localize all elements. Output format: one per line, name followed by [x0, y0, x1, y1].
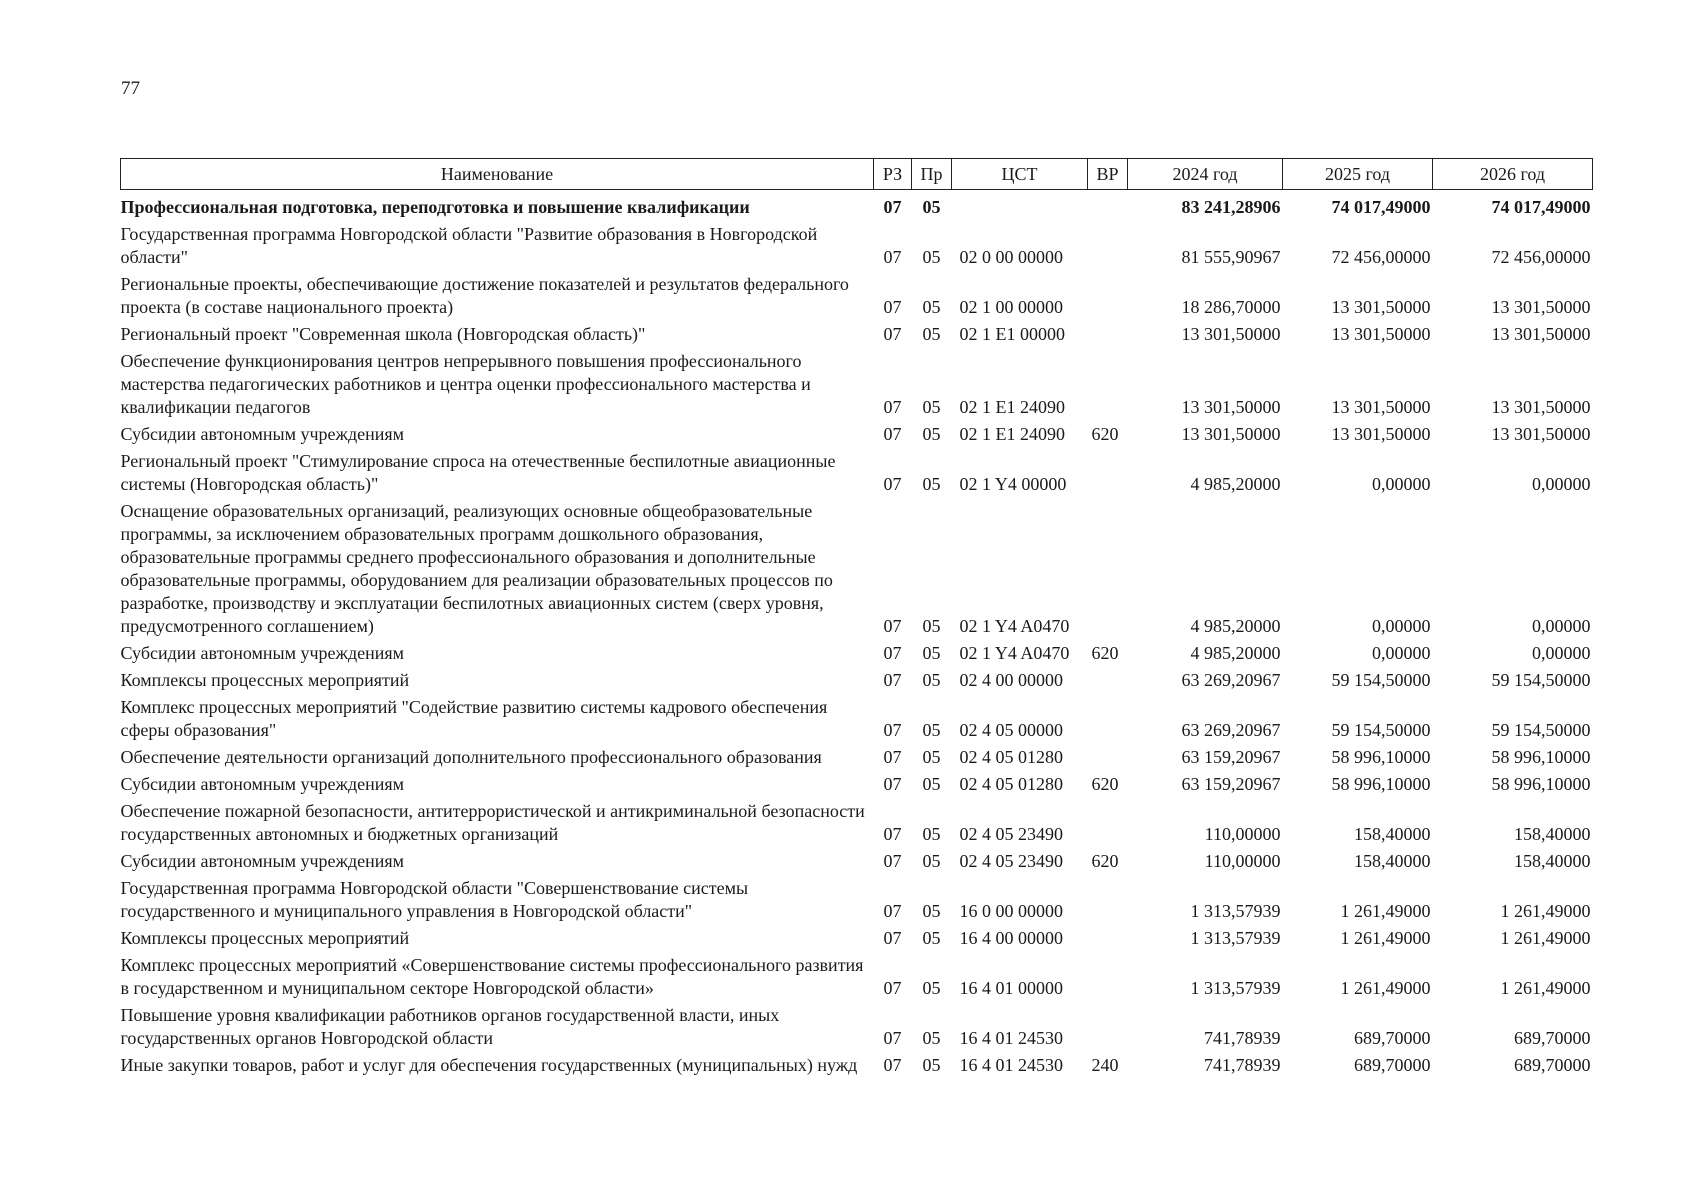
row-cst-cell: 02 4 05 01280 — [959, 774, 1063, 794]
row-vr-cell: 240 — [1091, 1055, 1119, 1075]
row-cst-cell: 02 1 Y4 00000 — [959, 474, 1067, 494]
table-row — [121, 798, 1593, 848]
row-pr-cell: 05 — [922, 247, 941, 267]
row-rz-cell: 07 — [883, 474, 902, 494]
row-rz-cell: 07 — [883, 824, 902, 844]
row-pr-cell: 05 — [922, 324, 941, 344]
row-2024-cell: 63 269,20967 — [1181, 720, 1281, 740]
row-2025-cell: 13 301,50000 — [1331, 397, 1431, 417]
row-cst-cell: 02 4 05 00000 — [959, 720, 1063, 740]
header-rz: РЗ — [874, 159, 912, 190]
table-row — [121, 667, 1593, 694]
row-vr-cell — [1088, 190, 1128, 222]
row-2025-cell: 13 301,50000 — [1331, 424, 1431, 444]
row-name-cell: Оснащение образовательных организаций, реализующих основные общеобразовательные программы, за исключением образовательных программ дошкольного образования, образовательные программы среднего профессионального образования и дополнительные образовательные программы, оборудованием для реализации образовательных процессов по разработке, производству и эксплуатации беспилотных авиационных систем (сверх уровня, предусмотренного соглашением) — [120, 501, 833, 636]
row-2026-cell: 59 154,50000 — [1491, 720, 1591, 740]
row-vr-cell — [1088, 271, 1128, 321]
row-2025-cell: 0,00000 — [1372, 616, 1431, 636]
row-name-cell: Региональный проект "Современная школа (Новгородская область)" — [120, 324, 646, 344]
row-pr-cell: 05 — [922, 643, 941, 663]
row-2024-cell: 110,00000 — [1204, 824, 1281, 844]
row-pr-cell: 05 — [922, 851, 941, 871]
row-2026-cell: 13 301,50000 — [1491, 397, 1591, 417]
table-body — [121, 190, 1593, 1080]
row-pr-cell: 05 — [922, 928, 941, 948]
row-2026-cell: 0,00000 — [1532, 643, 1591, 663]
row-vr-cell — [1088, 348, 1128, 421]
row-2026-cell: 689,70000 — [1514, 1055, 1591, 1075]
table-row — [121, 744, 1593, 771]
row-2024-cell: 18 286,70000 — [1181, 297, 1281, 317]
row-2026-cell: 158,40000 — [1514, 851, 1591, 871]
row-2025-cell: 58 996,10000 — [1331, 747, 1431, 767]
header-vr: ВР — [1088, 159, 1128, 190]
table-row — [121, 694, 1593, 744]
row-2024-cell: 13 301,50000 — [1181, 324, 1281, 344]
row-rz-cell: 07 — [883, 643, 902, 663]
row-name-cell: Обеспечение пожарной безопасности, антитеррористической и антикриминальной безопасности государственных автономных и бюджетных организаций — [120, 801, 865, 844]
row-vr-cell — [1088, 744, 1128, 771]
row-vr-cell: 620 — [1091, 774, 1119, 794]
row-cst-cell: 16 4 00 00000 — [959, 928, 1063, 948]
row-rz-cell: 07 — [883, 297, 902, 317]
row-2026-cell: 0,00000 — [1532, 616, 1591, 636]
row-pr-cell: 05 — [922, 901, 941, 921]
row-cst-cell: 02 4 05 23490 — [959, 824, 1063, 844]
row-pr-cell: 05 — [922, 747, 941, 767]
row-2025-cell: 58 996,10000 — [1331, 774, 1431, 794]
row-2024-cell: 741,78939 — [1204, 1028, 1281, 1048]
row-pr-cell: 05 — [922, 824, 941, 844]
row-2026-cell: 13 301,50000 — [1491, 424, 1591, 444]
row-2024-cell: 13 301,50000 — [1181, 397, 1281, 417]
header-cst: ЦСТ — [952, 159, 1088, 190]
row-vr-cell — [1088, 875, 1128, 925]
table-row — [121, 875, 1593, 925]
row-2025-cell: 0,00000 — [1372, 643, 1431, 663]
row-2024-cell: 63 269,20967 — [1181, 670, 1281, 690]
row-name-cell: Субсидии автономным учреждениям — [120, 774, 405, 794]
row-vr-cell — [1088, 694, 1128, 744]
row-pr-cell: 05 — [922, 424, 941, 444]
row-rz-cell: 07 — [883, 1028, 902, 1048]
row-2026-cell: 59 154,50000 — [1491, 670, 1591, 690]
budget-table — [120, 158, 1593, 1079]
row-rz-cell: 07 — [883, 774, 902, 794]
row-pr-cell: 05 — [922, 774, 941, 794]
row-rz-cell: 07 — [883, 247, 902, 267]
row-vr-cell — [1088, 221, 1128, 271]
row-name-cell: Профессиональная подготовка, переподготовка и повышение квалификации — [120, 197, 750, 217]
row-name-cell: Комплекс процессных мероприятий «Совершенствование системы профессионального развития в государственном и муниципальном секторе Новгородской области» — [120, 955, 864, 998]
row-2025-cell: 59 154,50000 — [1331, 670, 1431, 690]
row-pr-cell: 05 — [922, 397, 941, 417]
row-2024-cell: 81 555,90967 — [1181, 247, 1281, 267]
row-2025-cell: 1 261,49000 — [1340, 928, 1431, 948]
row-cst-cell: 02 4 05 23490 — [959, 851, 1063, 871]
row-2025-cell: 1 261,49000 — [1340, 901, 1431, 921]
table-row — [121, 1002, 1593, 1052]
row-rz-cell: 07 — [883, 1055, 902, 1075]
table-header-row — [121, 159, 1593, 190]
row-vr-cell — [1088, 798, 1128, 848]
row-name-cell: Обеспечение функционирования центров непрерывного повышения профессионального мастерства педагогических работников и центра оценки профессионального мастерства и квалификации педагогов — [120, 351, 811, 417]
row-2026-cell: 1 261,49000 — [1500, 978, 1591, 998]
table-row — [121, 848, 1593, 875]
row-name-cell: Государственная программа Новгородской области "Совершенствование системы государственного и муниципального управления в Новгородской области" — [120, 878, 749, 921]
table-row — [121, 640, 1593, 667]
row-2026-cell: 0,00000 — [1532, 474, 1591, 494]
row-cst-cell: 02 4 05 01280 — [959, 747, 1063, 767]
row-name-cell: Субсидии автономным учреждениям — [120, 851, 405, 871]
row-pr-cell: 05 — [922, 720, 941, 740]
row-2026-cell: 58 996,10000 — [1491, 747, 1591, 767]
row-cst-cell: 16 4 01 24530 — [959, 1055, 1063, 1075]
row-2025-cell: 72 456,00000 — [1331, 247, 1431, 267]
row-rz-cell: 07 — [883, 197, 902, 217]
row-2026-cell: 13 301,50000 — [1491, 297, 1591, 317]
row-cst-cell: 02 1 Y4 A0470 — [959, 616, 1070, 636]
row-2025-cell: 1 261,49000 — [1340, 978, 1431, 998]
row-2024-cell: 110,00000 — [1204, 851, 1281, 871]
row-2026-cell: 13 301,50000 — [1491, 324, 1591, 344]
row-rz-cell: 07 — [883, 901, 902, 921]
row-2024-cell: 1 313,57939 — [1190, 901, 1281, 921]
row-vr-cell: 620 — [1091, 424, 1119, 444]
row-cst-cell: 02 4 00 00000 — [959, 670, 1063, 690]
row-pr-cell: 05 — [922, 616, 941, 636]
row-2024-cell: 1 313,57939 — [1190, 978, 1281, 998]
row-cst-cell: 02 1 00 00000 — [959, 297, 1063, 317]
header-name: Наименование — [121, 159, 874, 190]
row-2025-cell: 689,70000 — [1354, 1055, 1431, 1075]
row-2024-cell: 741,78939 — [1204, 1055, 1281, 1075]
row-vr-cell: 620 — [1091, 643, 1119, 663]
row-2025-cell: 689,70000 — [1354, 1028, 1431, 1048]
row-pr-cell: 05 — [922, 474, 941, 494]
row-vr-cell — [1088, 498, 1128, 640]
header-2025: 2025 год — [1283, 159, 1433, 190]
header-2026: 2026 год — [1433, 159, 1593, 190]
row-pr-cell: 05 — [922, 197, 941, 217]
header-2024: 2024 год — [1128, 159, 1283, 190]
row-2026-cell: 72 456,00000 — [1491, 247, 1591, 267]
row-vr-cell — [1088, 321, 1128, 348]
row-vr-cell — [1088, 925, 1128, 952]
row-name-cell: Комплексы процессных мероприятий — [120, 928, 410, 948]
row-2024-cell: 1 313,57939 — [1190, 928, 1281, 948]
row-cst-cell: 02 1 Y4 A0470 — [959, 643, 1070, 663]
row-cst-cell — [952, 190, 1088, 222]
row-pr-cell: 05 — [922, 978, 941, 998]
row-cst-cell: 02 1 E1 24090 — [959, 424, 1065, 444]
row-vr-cell — [1088, 952, 1128, 1002]
header-pr: Пр — [912, 159, 952, 190]
table-row — [121, 1052, 1593, 1079]
row-cst-cell: 02 1 E1 00000 — [959, 324, 1065, 344]
row-2025-cell: 59 154,50000 — [1331, 720, 1431, 740]
row-name-cell: Обеспечение деятельности организаций дополнительного профессионального образования — [120, 747, 822, 767]
row-rz-cell: 07 — [883, 720, 902, 740]
row-2025-cell: 158,40000 — [1354, 824, 1431, 844]
row-2024-cell: 4 985,20000 — [1190, 643, 1281, 663]
table-row — [121, 348, 1593, 421]
table-row — [121, 190, 1593, 222]
row-name-cell: Комплексы процессных мероприятий — [120, 670, 410, 690]
row-rz-cell: 07 — [883, 928, 902, 948]
row-name-cell: Государственная программа Новгородской области "Развитие образования в Новгородской области" — [120, 224, 818, 267]
row-2024-cell: 63 159,20967 — [1181, 774, 1281, 794]
table-row — [121, 771, 1593, 798]
row-2026-cell: 1 261,49000 — [1500, 928, 1591, 948]
row-rz-cell: 07 — [883, 324, 902, 344]
row-name-cell: Субсидии автономным учреждениям — [120, 643, 405, 663]
row-rz-cell: 07 — [883, 397, 902, 417]
table-row — [121, 498, 1593, 640]
table-row — [121, 925, 1593, 952]
row-2025-cell: 74 017,49000 — [1331, 197, 1431, 217]
row-2024-cell: 13 301,50000 — [1181, 424, 1281, 444]
row-pr-cell: 05 — [922, 297, 941, 317]
row-name-cell: Повышение уровня квалификации работников органов государственной власти, иных государственных органов Новгородской области — [120, 1005, 780, 1048]
row-vr-cell — [1088, 448, 1128, 498]
table-row — [121, 271, 1593, 321]
row-name-cell: Субсидии автономным учреждениям — [120, 424, 405, 444]
row-2024-cell: 83 241,28906 — [1181, 197, 1281, 217]
row-vr-cell: 620 — [1091, 851, 1119, 871]
row-rz-cell: 07 — [883, 670, 902, 690]
row-cst-cell: 16 4 01 00000 — [959, 978, 1063, 998]
row-2026-cell: 58 996,10000 — [1491, 774, 1591, 794]
row-rz-cell: 07 — [883, 616, 902, 636]
row-2025-cell: 158,40000 — [1354, 851, 1431, 871]
row-2026-cell: 158,40000 — [1514, 824, 1591, 844]
table-row — [121, 952, 1593, 1002]
row-2025-cell: 0,00000 — [1372, 474, 1431, 494]
row-name-cell: Региональные проекты, обеспечивающие достижение показателей и результатов федерального проекта (в составе национального проекта) — [120, 274, 849, 317]
row-cst-cell: 16 0 00 00000 — [959, 901, 1063, 921]
row-cst-cell: 02 1 E1 24090 — [959, 397, 1065, 417]
row-vr-cell — [1088, 1002, 1128, 1052]
row-2024-cell: 4 985,20000 — [1190, 616, 1281, 636]
row-name-cell: Региональный проект "Стимулирование спроса на отечественные беспилотные авиационные системы (Новгородская область)" — [120, 451, 836, 494]
row-pr-cell: 05 — [922, 1055, 941, 1075]
row-2025-cell: 13 301,50000 — [1331, 324, 1431, 344]
row-rz-cell: 07 — [883, 747, 902, 767]
row-rz-cell: 07 — [883, 978, 902, 998]
row-rz-cell: 07 — [883, 851, 902, 871]
row-name-cell: Иные закупки товаров, работ и услуг для обеспечения государственных (муниципальных) нужд — [120, 1055, 858, 1075]
page-number: 77 — [121, 78, 140, 99]
row-pr-cell: 05 — [922, 1028, 941, 1048]
row-2026-cell: 1 261,49000 — [1500, 901, 1591, 921]
row-cst-cell: 16 4 01 24530 — [959, 1028, 1063, 1048]
row-2024-cell: 4 985,20000 — [1190, 474, 1281, 494]
row-2024-cell: 63 159,20967 — [1181, 747, 1281, 767]
row-vr-cell — [1088, 667, 1128, 694]
row-name-cell: Комплекс процессных мероприятий "Содействие развитию системы кадрового обеспечения сферы образования" — [120, 697, 828, 740]
row-2026-cell: 689,70000 — [1514, 1028, 1591, 1048]
row-pr-cell: 05 — [922, 670, 941, 690]
row-2025-cell: 13 301,50000 — [1331, 297, 1431, 317]
row-2026-cell: 74 017,49000 — [1491, 197, 1591, 217]
table-row — [121, 448, 1593, 498]
row-rz-cell: 07 — [883, 424, 902, 444]
table-row — [121, 421, 1593, 448]
table-row — [121, 221, 1593, 271]
row-cst-cell: 02 0 00 00000 — [959, 247, 1063, 267]
table-row — [121, 321, 1593, 348]
